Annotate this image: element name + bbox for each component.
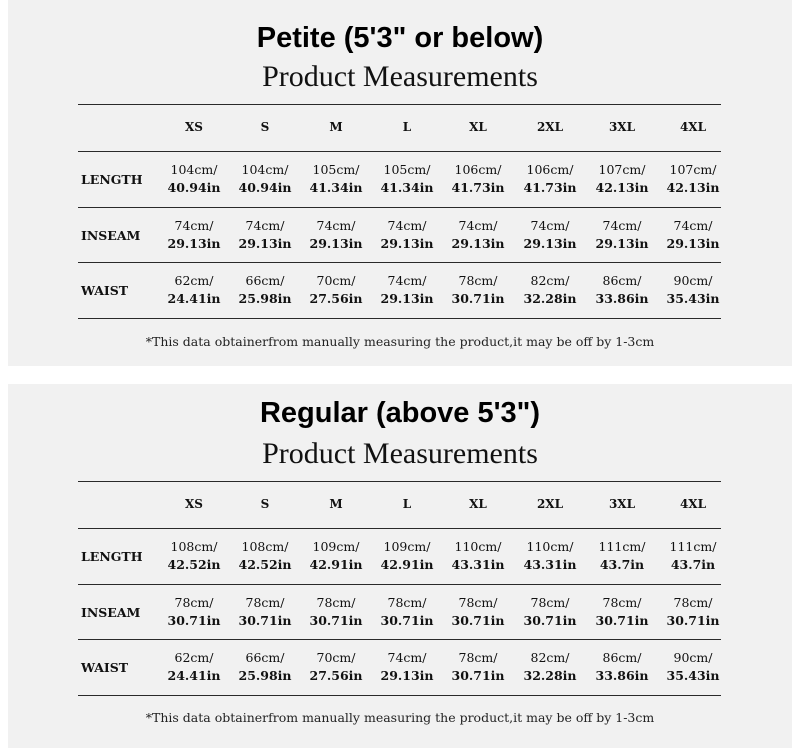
size-header-row bbox=[78, 104, 721, 151]
cm-value: 108cm/ bbox=[170, 539, 218, 554]
cm-value: 111cm/ bbox=[598, 539, 646, 554]
cm-value: 110cm/ bbox=[454, 539, 502, 554]
section-subtitle: Product Measurements bbox=[262, 437, 538, 470]
cm-value: 74cm/ bbox=[387, 273, 427, 288]
measurement-cell bbox=[159, 594, 229, 630]
inch-value: 29.13in bbox=[451, 235, 505, 251]
size-header: XL bbox=[469, 120, 487, 134]
section-title: Petite (5'3" or below) bbox=[256, 22, 544, 54]
size-header: S bbox=[260, 497, 270, 511]
inch-value: 41.34in bbox=[309, 180, 363, 195]
cm-value: 86cm/ bbox=[602, 650, 642, 665]
measurement-cell bbox=[159, 161, 229, 197]
size-header: S bbox=[260, 120, 270, 134]
inch-value: 42.91in bbox=[380, 557, 434, 572]
cm-value: 74cm/ bbox=[530, 217, 570, 233]
measurement-cell bbox=[443, 649, 513, 685]
measurement-row bbox=[78, 207, 721, 263]
measurement-row bbox=[78, 262, 721, 318]
size-header: 3XL bbox=[608, 120, 636, 134]
cm-value: 107cm/ bbox=[669, 162, 717, 177]
inch-value: 43.31in bbox=[523, 557, 577, 572]
cm-value: 74cm/ bbox=[387, 650, 427, 665]
cm-value: 104cm/ bbox=[170, 162, 218, 177]
cm-value: 105cm/ bbox=[383, 162, 431, 177]
regular-size-chart bbox=[8, 384, 792, 748]
inch-value: 29.13in bbox=[523, 235, 577, 251]
inch-value: 40.94in bbox=[167, 180, 221, 195]
cm-value: 78cm/ bbox=[458, 594, 498, 610]
measurement-cell bbox=[230, 594, 300, 630]
measurement-cell bbox=[587, 161, 657, 197]
cm-value: 74cm/ bbox=[673, 217, 713, 233]
measurement-cell bbox=[515, 649, 585, 685]
section-subtitle: Product Measurements bbox=[262, 60, 538, 93]
measurement-cell bbox=[443, 217, 513, 253]
cm-value: 108cm/ bbox=[241, 539, 289, 554]
section-title: Regular (above 5'3") bbox=[259, 397, 541, 429]
inch-value: 25.98in bbox=[238, 668, 292, 683]
inch-value: 30.71in bbox=[451, 291, 505, 306]
size-header: 4XL bbox=[679, 497, 707, 511]
inch-value: 35.43in bbox=[666, 668, 720, 683]
cm-value: 62cm/ bbox=[174, 650, 214, 665]
size-header: 2XL bbox=[536, 120, 564, 134]
cm-value: 86cm/ bbox=[602, 273, 642, 288]
size-header-row bbox=[78, 481, 721, 528]
cm-value: 110cm/ bbox=[526, 539, 574, 554]
inch-value: 29.13in bbox=[380, 668, 434, 683]
cm-value: 106cm/ bbox=[526, 162, 574, 177]
measurement-cell bbox=[587, 217, 657, 253]
inch-value: 32.28in bbox=[523, 668, 577, 683]
inch-value: 42.52in bbox=[167, 557, 221, 572]
inch-value: 24.41in bbox=[167, 291, 221, 306]
measurement-cell bbox=[587, 649, 657, 685]
measurement-cell bbox=[658, 649, 728, 685]
inch-value: 41.73in bbox=[451, 180, 505, 195]
row-divider bbox=[78, 318, 721, 319]
cm-value: 78cm/ bbox=[673, 594, 713, 610]
measurement-cell bbox=[301, 594, 371, 630]
inch-value: 30.71in bbox=[523, 612, 577, 628]
size-header: L bbox=[402, 497, 412, 511]
cm-value: 109cm/ bbox=[383, 539, 431, 554]
measurement-cell bbox=[301, 161, 371, 197]
row-label: LENGTH bbox=[81, 549, 143, 564]
inch-value: 30.71in bbox=[595, 612, 649, 628]
measurement-cell bbox=[443, 272, 513, 308]
cm-value: 66cm/ bbox=[245, 273, 285, 288]
measurement-cell bbox=[159, 649, 229, 685]
cm-value: 74cm/ bbox=[387, 217, 427, 233]
inch-value: 33.86in bbox=[595, 291, 649, 306]
cm-value: 90cm/ bbox=[673, 273, 713, 288]
measurement-cell bbox=[658, 272, 728, 308]
measurement-cell bbox=[230, 217, 300, 253]
cm-value: 78cm/ bbox=[387, 594, 427, 610]
cm-value: 105cm/ bbox=[312, 162, 360, 177]
inch-value: 30.71in bbox=[167, 612, 221, 628]
inch-value: 43.7in bbox=[599, 557, 645, 572]
measurement-cell bbox=[658, 538, 728, 574]
measurement-cell bbox=[372, 594, 442, 630]
inch-value: 41.73in bbox=[523, 180, 577, 195]
inch-value: 24.41in bbox=[167, 668, 221, 683]
inch-value: 30.71in bbox=[451, 612, 505, 628]
measurement-cell bbox=[372, 538, 442, 574]
inch-value: 33.86in bbox=[595, 668, 649, 683]
inch-value: 42.91in bbox=[309, 557, 363, 572]
measurement-cell bbox=[301, 272, 371, 308]
row-label: WAIST bbox=[81, 660, 129, 675]
inch-value: 29.13in bbox=[309, 235, 363, 251]
measurement-cell bbox=[372, 649, 442, 685]
size-header: M bbox=[329, 497, 343, 511]
size-header: 3XL bbox=[608, 497, 636, 511]
measurement-cell bbox=[515, 272, 585, 308]
cm-value: 74cm/ bbox=[174, 217, 214, 233]
inch-value: 30.71in bbox=[309, 612, 363, 628]
cm-value: 111cm/ bbox=[669, 539, 717, 554]
inch-value: 25.98in bbox=[238, 291, 292, 306]
size-header: 2XL bbox=[536, 497, 564, 511]
cm-value: 70cm/ bbox=[316, 273, 356, 288]
inch-value: 42.13in bbox=[595, 180, 649, 195]
cm-value: 78cm/ bbox=[458, 650, 498, 665]
inch-value: 30.71in bbox=[380, 612, 434, 628]
inch-value: 42.52in bbox=[238, 557, 292, 572]
inch-value: 29.13in bbox=[238, 235, 292, 251]
measurement-cell bbox=[515, 161, 585, 197]
cm-value: 74cm/ bbox=[458, 217, 498, 233]
cm-value: 78cm/ bbox=[530, 594, 570, 610]
measurement-cell bbox=[159, 272, 229, 308]
measurement-cell bbox=[372, 161, 442, 197]
cm-value: 109cm/ bbox=[312, 539, 360, 554]
inch-value: 27.56in bbox=[309, 668, 363, 683]
inch-value: 29.13in bbox=[167, 235, 221, 251]
inch-value: 27.56in bbox=[309, 291, 363, 306]
cm-value: 66cm/ bbox=[245, 650, 285, 665]
measurement-cell bbox=[587, 272, 657, 308]
measurement-cell bbox=[658, 217, 728, 253]
measurement-cell bbox=[301, 217, 371, 253]
row-label: WAIST bbox=[81, 283, 129, 298]
inch-value: 30.71in bbox=[451, 668, 505, 683]
inch-value: 29.13in bbox=[595, 235, 649, 251]
cm-value: 70cm/ bbox=[316, 650, 356, 665]
measurement-cell bbox=[301, 538, 371, 574]
cm-value: 82cm/ bbox=[530, 273, 570, 288]
measurement-cell bbox=[515, 594, 585, 630]
inch-value: 29.13in bbox=[380, 235, 434, 251]
measurement-cell bbox=[301, 649, 371, 685]
row-label: INSEAM bbox=[81, 604, 141, 620]
size-header: XL bbox=[469, 497, 487, 511]
cm-value: 74cm/ bbox=[602, 217, 642, 233]
inch-value: 30.71in bbox=[666, 612, 720, 628]
measurement-note: *This data obtainerfrom manually measuring the product,it may be off by 1-3cm bbox=[145, 710, 655, 725]
cm-value: 78cm/ bbox=[245, 594, 285, 610]
size-header: XS bbox=[185, 120, 203, 134]
measurement-cell bbox=[159, 217, 229, 253]
measurement-cell bbox=[515, 538, 585, 574]
inch-value: 35.43in bbox=[666, 291, 720, 306]
size-header: 4XL bbox=[679, 120, 707, 134]
cm-value: 62cm/ bbox=[174, 273, 214, 288]
size-header: XS bbox=[185, 497, 203, 511]
size-header: L bbox=[402, 120, 412, 134]
cm-value: 78cm/ bbox=[174, 594, 214, 610]
inch-value: 29.13in bbox=[380, 291, 434, 306]
measurement-cell bbox=[372, 217, 442, 253]
measurement-cell bbox=[159, 538, 229, 574]
measurement-cell bbox=[587, 594, 657, 630]
row-label: INSEAM bbox=[81, 227, 141, 243]
cm-value: 78cm/ bbox=[316, 594, 356, 610]
row-label: LENGTH bbox=[81, 172, 143, 187]
measurement-cell bbox=[230, 161, 300, 197]
inch-value: 40.94in bbox=[238, 180, 292, 195]
measurement-row bbox=[78, 151, 721, 207]
cm-value: 78cm/ bbox=[602, 594, 642, 610]
cm-value: 82cm/ bbox=[530, 650, 570, 665]
row-divider bbox=[78, 695, 721, 696]
size-header: M bbox=[329, 120, 343, 134]
inch-value: 30.71in bbox=[238, 612, 292, 628]
inch-value: 41.34in bbox=[380, 180, 434, 195]
measurement-cell bbox=[230, 538, 300, 574]
measurement-cell bbox=[230, 272, 300, 308]
inch-value: 43.7in bbox=[670, 557, 716, 572]
petite-size-chart bbox=[8, 0, 792, 366]
measurement-cell bbox=[443, 161, 513, 197]
measurement-cell bbox=[658, 161, 728, 197]
cm-value: 74cm/ bbox=[245, 217, 285, 233]
measurement-cell bbox=[230, 649, 300, 685]
cm-value: 78cm/ bbox=[458, 273, 498, 288]
cm-value: 104cm/ bbox=[241, 162, 289, 177]
measurement-cell bbox=[587, 538, 657, 574]
measurement-row bbox=[78, 584, 721, 640]
cm-value: 107cm/ bbox=[598, 162, 646, 177]
cm-value: 106cm/ bbox=[454, 162, 502, 177]
measurement-cell bbox=[658, 594, 728, 630]
inch-value: 29.13in bbox=[666, 235, 720, 251]
measurement-row bbox=[78, 528, 721, 584]
measurement-cell bbox=[443, 538, 513, 574]
inch-value: 42.13in bbox=[666, 180, 720, 195]
inch-value: 32.28in bbox=[523, 291, 577, 306]
cm-value: 90cm/ bbox=[673, 650, 713, 665]
measurement-cell bbox=[372, 272, 442, 308]
measurement-cell bbox=[515, 217, 585, 253]
measurement-cell bbox=[443, 594, 513, 630]
measurement-note: *This data obtainerfrom manually measuring the product,it may be off by 1-3cm bbox=[145, 334, 655, 349]
cm-value: 74cm/ bbox=[316, 217, 356, 233]
measurement-row bbox=[78, 639, 721, 695]
inch-value: 43.31in bbox=[451, 557, 505, 572]
